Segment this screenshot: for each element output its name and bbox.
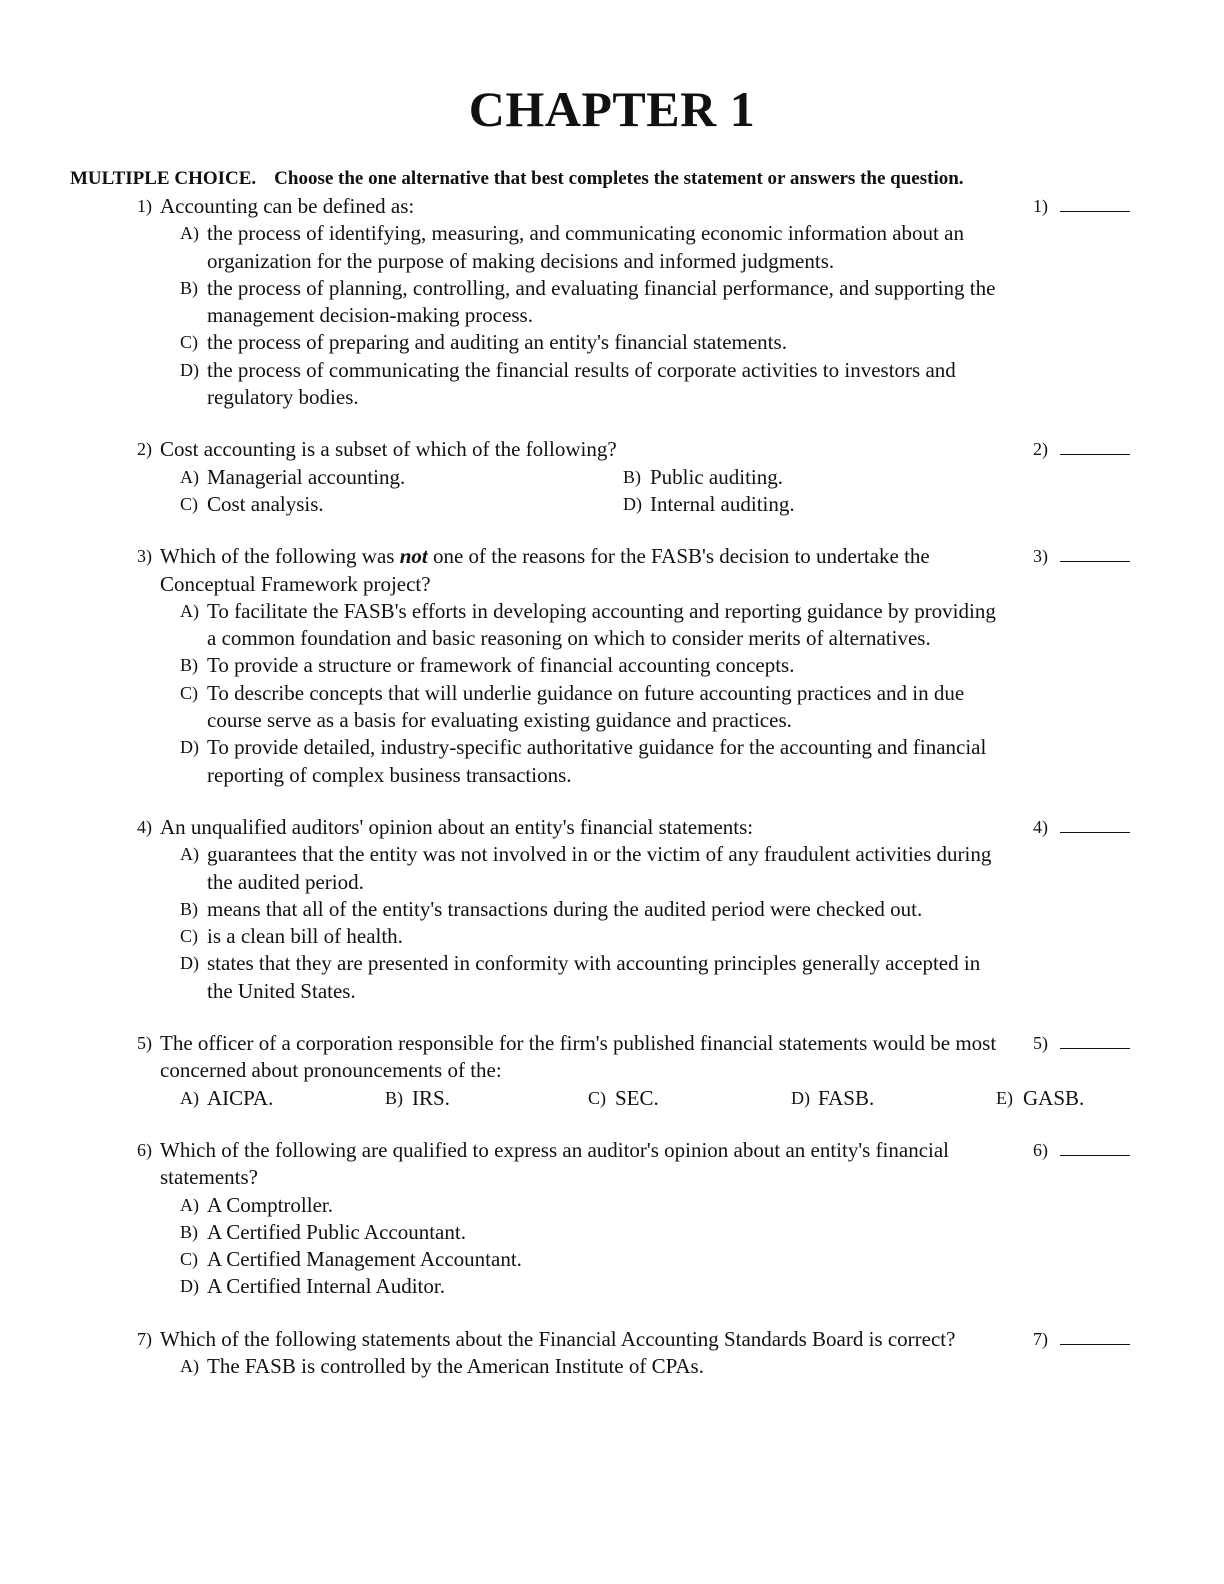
option-text: To provide a structure or framework of financial accounting concepts. (207, 653, 795, 678)
option (0, 734, 1007, 789)
question-6 (0, 1137, 1224, 1301)
chapter-title: CHAPTER 1 (468, 81, 756, 137)
option-letter: A) (180, 844, 199, 865)
option-text: To describe concepts that will underlie guidance on future accounting practices and in due course serve as a basis for evaluating existing guidance and practices. (207, 680, 965, 733)
option-text: guarantees that the entity was not involved in or the victim of any fraudulent activities during the audited period. (207, 842, 992, 894)
question-stem: Which of the following are qualified to express an auditor's opinion about an entity's financial statements? (160, 1137, 950, 1190)
option (0, 357, 1007, 412)
option-letter: C) (588, 1087, 606, 1108)
option-letter: B) (180, 277, 198, 298)
answer-blank[interactable] (1060, 1326, 1130, 1345)
option-letter: B) (385, 1087, 403, 1108)
question-stem-end: one of the reasons for the FASB's decision to undertake the Conceptual Framework project? (160, 544, 930, 596)
instructions-type: MULTIPLE CHOICE. (70, 168, 257, 189)
question-5 (0, 1030, 1224, 1112)
question-number: 7) (137, 1328, 152, 1349)
option-text: A Certified Management Accountant. (207, 1247, 522, 1272)
option (588, 1085, 791, 1112)
answer-slot[interactable] (1033, 814, 1130, 841)
answer-number: 4) (1033, 816, 1048, 837)
option-text: the process of planning, controlling, and evaluating financial performance, and supporting the management decision-making process. (207, 275, 996, 328)
option-text: Cost analysis. (207, 491, 324, 516)
question-stem: An unqualified auditors' opinion about an entity's financial statements: (160, 814, 754, 839)
option (180, 464, 623, 491)
question-number: 3) (137, 546, 152, 567)
answer-blank[interactable] (1060, 436, 1130, 455)
option (0, 1246, 1007, 1273)
option-letter: A) (180, 1087, 199, 1108)
question-number: 4) (137, 816, 152, 837)
option (180, 491, 623, 518)
option-letter: B) (180, 1221, 198, 1242)
option (0, 896, 1007, 923)
answer-blank[interactable] (1060, 543, 1130, 562)
option (0, 220, 1007, 275)
question-7 (0, 1326, 1224, 1381)
option-letter: D) (180, 953, 199, 974)
option-letter: B) (180, 655, 198, 676)
answer-number: 7) (1033, 1328, 1048, 1349)
option-letter: C) (180, 332, 198, 353)
option-letter: A) (180, 223, 199, 244)
option-letter: A) (180, 1194, 199, 1215)
option (0, 950, 1007, 1005)
answer-blank[interactable] (1060, 1137, 1130, 1156)
answer-slot[interactable] (1033, 1326, 1130, 1353)
option-text: AICPA. (207, 1085, 274, 1110)
option (0, 652, 1007, 679)
option-text: is a clean bill of health. (207, 924, 403, 949)
option-letter: C) (180, 682, 198, 703)
option-letter: A) (180, 600, 199, 621)
question-1 (0, 193, 1224, 411)
option-text: FASB. (818, 1085, 875, 1110)
option-text: states that they are presented in conformity with accounting principles generally accepted in the United States. (207, 951, 981, 1003)
option (996, 1085, 1153, 1112)
answer-blank[interactable] (1060, 814, 1130, 833)
option-letter: C) (180, 493, 198, 514)
question-3 (0, 543, 1224, 789)
option-letter: D) (180, 359, 199, 380)
option-text: the process of communicating the financial results of corporate activities to investors and regulatory bodies. (207, 357, 956, 410)
option (0, 275, 1007, 330)
option (0, 1192, 1007, 1219)
instructions-text: Choose the one alternative that best completes the statement or answers the question. (274, 168, 964, 189)
question-stem: The officer of a corporation responsible for the firm's published financial statements would be most concerned about pronouncements of the: (160, 1031, 997, 1083)
option-text: IRS. (412, 1085, 450, 1110)
option (0, 1353, 1007, 1380)
option (385, 1085, 588, 1112)
option-letter: D) (180, 737, 199, 758)
option-letter: C) (180, 926, 198, 947)
answer-slot[interactable] (1033, 1137, 1130, 1164)
option-text: A Certified Public Accountant. (207, 1219, 466, 1244)
option-text: To provide detailed, industry-specific authoritative guidance for the accounting and financial reporting of complex business transactions. (207, 735, 987, 787)
answer-number: 2) (1033, 439, 1048, 460)
option (0, 598, 1007, 653)
option (0, 923, 1007, 950)
question-number: 5) (137, 1033, 152, 1054)
answer-slot[interactable] (1033, 436, 1130, 463)
option-text: means that all of the entity's transactions during the audited period were checked out. (207, 896, 923, 921)
option-letter: E) (996, 1087, 1013, 1108)
option-text: To facilitate the FASB's efforts in developing accounting and reporting guidance by providing a common foundation and basic reasoning on which to consider merits of alternatives. (207, 598, 996, 651)
option (0, 1273, 1007, 1300)
option-text: Internal auditing. (650, 491, 795, 516)
question-2 (0, 436, 1224, 518)
question-stem-emphasis: not (399, 544, 428, 569)
answer-blank[interactable] (1060, 1030, 1130, 1049)
question-stem-start: Which of the following was (160, 544, 400, 569)
answer-number: 1) (1033, 196, 1048, 216)
option-letter: B) (180, 898, 198, 919)
question-stem: Which of the following statements about the Financial Accounting Standards Board is correct? (160, 1326, 956, 1351)
answer-number: 5) (1033, 1033, 1048, 1054)
answer-number: 6) (1033, 1139, 1048, 1160)
option-letter: A) (180, 466, 199, 487)
option-text: Public auditing. (650, 464, 783, 489)
option (791, 1085, 996, 1112)
question-number: 6) (137, 1139, 152, 1160)
option-text: A Comptroller. (207, 1192, 333, 1217)
question-stem: Accounting can be defined as: (160, 194, 415, 218)
answer-number: 3) (1033, 546, 1048, 567)
question-4 (0, 814, 1224, 1005)
option (0, 680, 1007, 735)
question-number: 1) (137, 196, 152, 216)
option-text: The FASB is controlled by the American Institute of CPAs. (207, 1353, 704, 1378)
option (180, 1085, 385, 1112)
option-letter: D) (791, 1087, 810, 1108)
option-text: A Certified Internal Auditor. (207, 1274, 445, 1299)
question-stem: Cost accounting is a subset of which of the following? (160, 437, 617, 462)
option (0, 329, 1007, 356)
option-letter: D) (623, 493, 642, 514)
option-letter: D) (180, 1276, 199, 1297)
answer-slot[interactable] (1033, 543, 1130, 570)
answer-slot[interactable] (1033, 193, 1130, 220)
option-letter: C) (180, 1249, 198, 1270)
option-text: the process of identifying, measuring, and communicating economic information about an organization for the purpose of making decisions and informed judgments. (207, 221, 964, 273)
option (623, 464, 983, 491)
option (0, 841, 1007, 896)
question-list (0, 193, 1224, 1405)
option-letter: A) (180, 1355, 199, 1376)
instructions (70, 168, 1160, 190)
option-text: the process of preparing and auditing an entity's financial statements. (207, 330, 787, 355)
option-text: Managerial accounting. (207, 464, 406, 489)
answer-slot[interactable] (1033, 1030, 1130, 1057)
answer-blank[interactable] (1060, 193, 1130, 212)
option-text: SEC. (615, 1085, 659, 1110)
option (623, 491, 983, 518)
question-number: 2) (137, 439, 152, 460)
option-letter: B) (623, 466, 641, 487)
option (0, 1219, 1007, 1246)
option-text: GASB. (1023, 1085, 1085, 1110)
